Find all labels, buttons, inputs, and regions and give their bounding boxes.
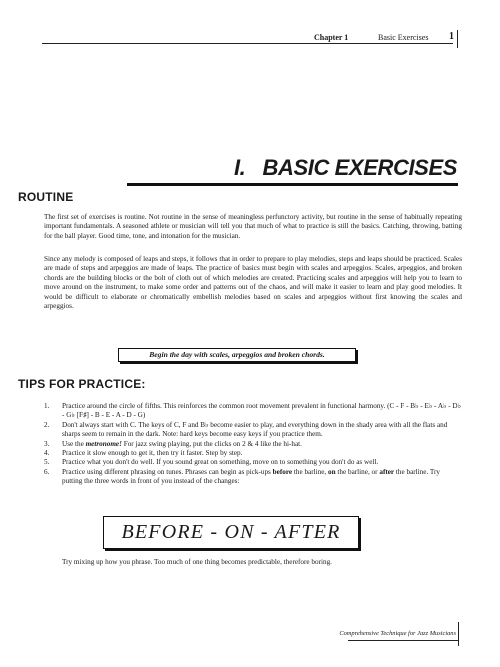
tip-item [44,468,462,487]
metronome-emphasis: metronome! [85,439,122,448]
tip-text: Practice it slow enough to get it, then try it faster. Step by step. [62,449,243,458]
chapter-title: I. BASIC EXERCISES [233,155,457,180]
tips-list [44,402,462,487]
phrasing-closing-note: Try mixing up how you phrase. Too much of one thing becomes predictable, therefore boring. [62,558,332,566]
tip-number: 2. [44,420,50,429]
scales-callout-box: Begin the day with scales, arpeggios and broken chords. [118,348,356,362]
footer-rule [348,640,458,641]
header-rule [42,43,453,44]
tip-item [44,402,462,421]
tip-number: 6. [44,467,50,476]
tips-heading: TIPS FOR PRACTICE: [18,377,146,391]
tip-text-start: Use the [62,439,86,448]
tip-item [44,440,462,449]
routine-paragraph-1: The first set of exercises is routine. Not routine in the sense of meaningless perfunctory activity, but routine in the sense of habitually repeating important fundamentals. A seasoned athlete or musician will tell you that much of what to practice is still the basics. Catching, throwing, batting for the ball player. Good time, tone, and intonation for the musician. [44,213,462,240]
tip-text: Practice using different phrasing on tunes. Phrases can begin as pick-ups [62,467,273,476]
chapter-title-rule [127,183,458,186]
bold-before: before [272,467,293,476]
tip-item [44,421,462,440]
header-corner-mark [457,30,458,48]
tip-text: Practice what you don't do well. If you sound great on something, move on to something you don't do as well. [62,458,379,467]
tip-number: 5. [44,458,50,467]
footer-corner-mark [458,622,459,646]
page-number: 1 [449,31,454,42]
footer-book-title: Comprehensive Technique for Jazz Musicians [339,630,456,637]
tip-text: Practice around the circle of fifths. This reinforces the common root movement prevalent in functional harmony. (C - F - B♭ - E♭ - A♭ - D♭ - G♭ [F♯] - B - E - A - D - G) [62,402,461,420]
header-chapter: Chapter 1 [314,33,349,42]
tip-number: 4. [44,449,50,458]
tip-number: 1. [44,402,50,410]
tip-text: the barline, or [335,467,380,476]
tip-text-end: For jazz swing playing, put the clicks on 2 & 4 like the hi-hat. [121,439,302,448]
tip-text: Don't always start with C. The keys of C, F and B♭ become easier to play, and everything down in the shady area with all the flats and sharps seem to remain in the dark. Note: hard keys become easy keys if you practice them. [62,420,448,439]
tip-text: the barline. Try putting the three words in front of you instead of the changes: [62,467,441,486]
routine-paragraph-2: Since any melody is composed of leaps and steps, it follows that in order to prepare to play melodies, steps and leaps should be practiced. Scales are made of steps and arpeggios are made of leaps. The practice of basics must begin with scales and arpeggios. Scales, arpeggios, and broken chords are the building blocks or the bolt of cloth out of which melodies are created. Practicing scales and arpeggios will help you to learn to move around on the instrument, to make some order and patterns out of the chaos, and will make it easier to learn and play good melodies. It would be difficult to elaborate or chromatically embellish melodies based on scales and arpeggios without first knowing the scales and arpeggios. [44,255,462,311]
header-section-title: Basic Exercises [378,33,429,42]
bold-after: after [379,467,395,476]
bold-on: on [328,467,336,476]
tip-item [44,449,462,458]
tip-item [44,458,462,467]
tip-number: 3. [44,439,50,448]
routine-heading: ROUTINE [18,190,74,204]
before-on-after-callout: BEFORE - ON - AFTER [103,516,359,549]
tip-text: the barline, [292,467,329,476]
